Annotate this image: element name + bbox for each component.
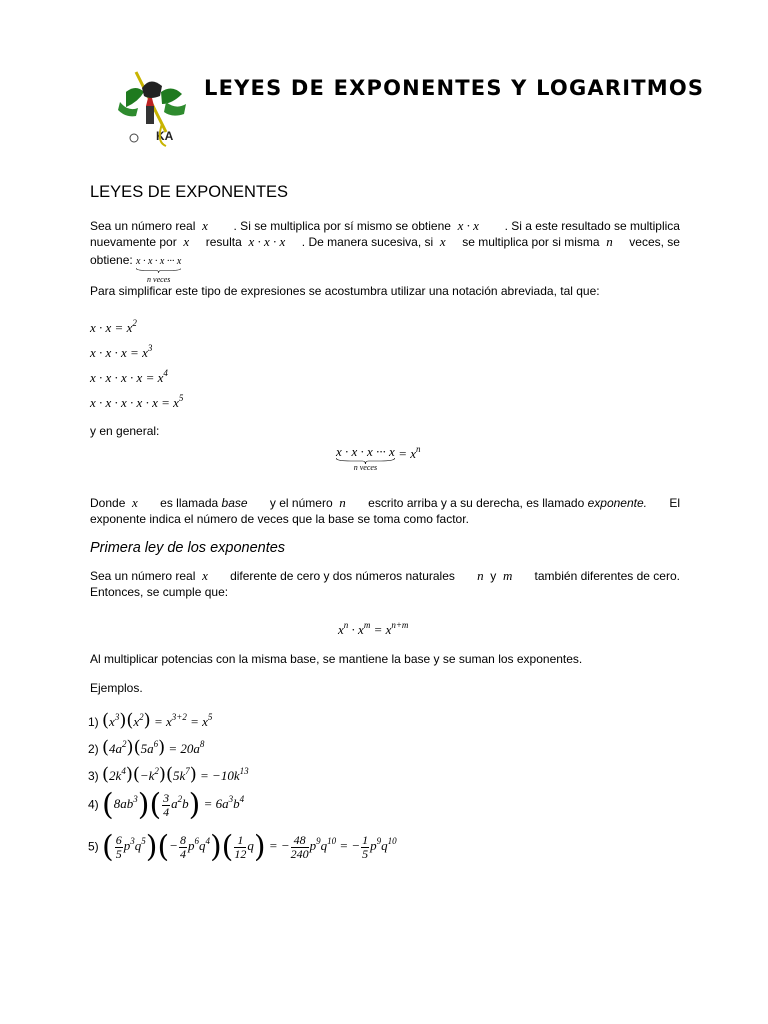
section-heading: LEYES DE EXPONENTES xyxy=(90,183,289,201)
first-law-heading: Primera ley de los exponentes xyxy=(90,540,286,556)
first-law-rule: Al multiplicar potencias con la misma base, se mantiene la base y se suman los exponentes. xyxy=(90,652,583,666)
general-label: y en general: xyxy=(90,424,160,438)
example-1: 1) $(x^3)(x^2) = x^{3+2} = x^5$ xyxy=(88,710,213,731)
intro-paragraph-2: Para simplificar este tipo de expresiones se acostumbra utilizar una notación abreviada, tal que: xyxy=(90,284,600,298)
power-x5: $x \cdot x \cdot x \cdot x \cdot x = x^5$ xyxy=(90,393,184,410)
general-formula: x · x · x ··· x n veces = $x^n$ xyxy=(336,444,421,472)
example-5: 5) ( $\frac{6}{5}$ $p^3q^5)(-$ $\frac{8}{4}$ $p^6q^4$)( $\frac{1}{12}$ q) = − $\frac{48}{240}$ $p^9q^{10}$ = − $\frac{1}{5}$ $p^9q^{10}$ xyxy=(88,830,397,865)
intro-paragraph: Sea un número real x . Si se multiplica por sí mismo se obtiene x · x . Si a este resultado se multiplica nuevamente por x resulta x · x · x . De manera sucesiva, si x se multiplica por si misma n veces, se obtiene: x · x · x ··· x n veces xyxy=(90,218,680,288)
power-x2: $x \cdot x = x^2$ xyxy=(90,318,137,335)
examples-label: Ejemplos. xyxy=(90,681,143,695)
example-3: 3) $(2k^4)(-k^2)(5k^7) = -10k^{13}$ xyxy=(88,764,249,785)
example-2: 2) $(4a^2)(5a^6) = 20a^8$ xyxy=(88,737,205,758)
logo-image xyxy=(106,62,200,156)
definition-paragraph: Donde x es llamada base y el número n escrito arriba y a su derecha, es llamado exponente. El exponente indica el número de veces que la base se toma como factor. xyxy=(90,495,680,526)
example-4: 4) $(8ab^3)$( $\frac{3}{4}$ $a^2b) = 6a^3b^4$ xyxy=(88,788,245,823)
underbrace-inline: x · x · x ··· x n veces xyxy=(136,256,182,284)
svg-text:KA: KA xyxy=(156,129,174,143)
power-x4: $x \cdot x \cdot x \cdot x = x^4$ xyxy=(90,368,168,385)
first-law-paragraph: Sea un número real x diferente de cero y dos números naturales n y m también diferentes de cero. Entonces, se cumple que: xyxy=(90,568,680,599)
document-title: LEYES DE EXPONENTES Y LOGARITMOS xyxy=(204,76,705,100)
power-x3: $x \cdot x \cdot x = x^3$ xyxy=(90,343,153,360)
first-law-formula: $x^n \cdot x^m = x^{n+m}$ xyxy=(338,620,409,637)
